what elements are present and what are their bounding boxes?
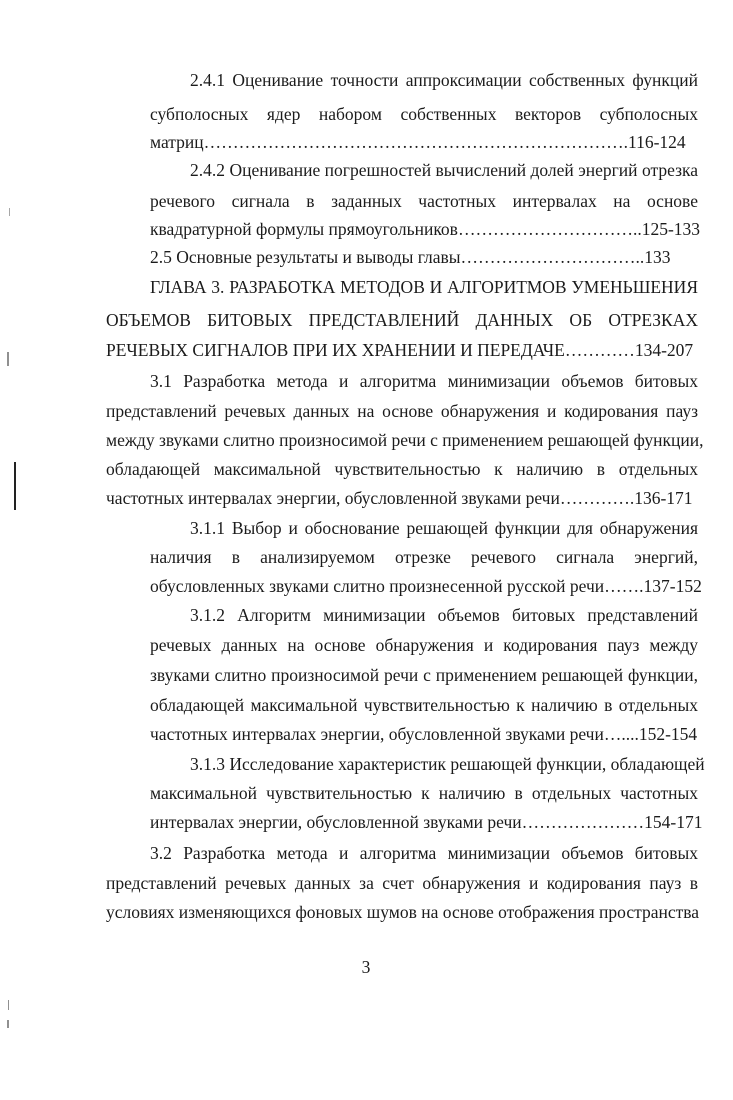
toc-chapter-3-line-3: РЕЧЕВЫХ СИГНАЛОВ ПРИ ИХ ХРАНЕНИИ И ПЕРЕДАЧЕ…………134-207	[106, 340, 694, 360]
toc-entry-3-1-2-line-2: речевых данных на основе обнаружения и кодирования пауз между	[150, 635, 698, 655]
toc-entry-3-2-line-3: условиях изменяющихся фоновых шумов на основе отображения пространства	[106, 902, 700, 922]
toc-entry-3-1-1-line-3: обусловленных звуками слитно произнесенной русской речи…….137-152	[150, 576, 702, 596]
scan-mark-dot	[7, 1020, 9, 1028]
scan-mark-dot	[9, 208, 10, 216]
page-number: 3	[361, 957, 371, 977]
toc-entry-3-1-2-line-5: частотных интервалах энергии, обусловленной звуками речи…....152-154	[150, 724, 698, 744]
toc-entry-3-2-line-1: 3.2 Разработка метода и алгоритма минимизации объемов битовых	[150, 843, 698, 863]
scan-mark-dot	[7, 352, 9, 366]
toc-entry-2-4-2-line-2: речевого сигнала в заданных частотных интервалах на основе	[150, 191, 698, 211]
toc-entry-2-4-1-line-3: матриц……………………………………………………………….116-124	[150, 132, 686, 152]
toc-entry-3-1-line-1: 3.1 Разработка метода и алгоритма минимизации объемов битовых	[150, 371, 698, 391]
toc-entry-3-2-line-2: представлений речевых данных за счет обнаружения и кодирования пауз в	[106, 873, 698, 893]
scan-mark-binding-line	[14, 462, 16, 510]
toc-entry-2-4-2-line-3: квадратурной формулы прямоугольников…………………………..125-133	[150, 219, 701, 239]
toc-entry-3-1-2-line-3: звуками слитно произносимой речи с применением решающей функции,	[150, 665, 698, 685]
toc-entry-3-1-2-line-1: 3.1.2 Алгоритм минимизации объемов битовых представлений	[190, 605, 698, 625]
toc-entry-3-1-line-2: представлений речевых данных на основе обнаружения и кодирования пауз	[106, 401, 698, 421]
toc-chapter-3-line-1: ГЛАВА 3. РАЗРАБОТКА МЕТОДОВ И АЛГОРИТМОВ УМЕНЬШЕНИЯ	[150, 277, 698, 297]
toc-entry-3-1-3-line-1: 3.1.3 Исследование характеристик решающей функции, обладающей	[190, 754, 705, 774]
toc-entry-3-1-line-3: между звуками слитно произносимой речи с применением решающей функции,	[106, 430, 704, 450]
toc-entry-2-5: 2.5 Основные результаты и выводы главы…………………………..133	[150, 247, 671, 267]
scan-mark-dot	[8, 1000, 9, 1010]
toc-entry-2-4-2-line-1: 2.4.2 Оценивание погрешностей вычислений долей энергий отрезка	[190, 160, 698, 180]
toc-entry-2-4-1-line-2: субполосных ядер набором собственных векторов субполосных	[150, 104, 698, 124]
toc-entry-3-1-2-line-4: обладающей максимальной чувствительностью к наличию в отдельных	[150, 695, 698, 715]
toc-chapter-3-line-2: ОБЪЕМОВ БИТОВЫХ ПРЕДСТАВЛЕНИЙ ДАННЫХ ОБ ОТРЕЗКАХ	[106, 310, 698, 330]
toc-entry-3-1-1-line-2: наличия в анализируемом отрезке речевого сигнала энергий,	[150, 547, 698, 567]
toc-entry-2-4-1-line-1: 2.4.1 Оценивание точности аппроксимации собственных функций	[190, 70, 698, 90]
toc-entry-3-1-line-5: частотных интервалах энергии, обусловленной звуками речи………….136-171	[106, 488, 693, 508]
toc-entry-3-1-1-line-1: 3.1.1 Выбор и обоснование решающей функции для обнаружения	[190, 518, 698, 538]
toc-entry-3-1-3-line-3: интервалах энергии, обусловленной звуками речи…………………154-171	[150, 812, 703, 832]
toc-entry-3-1-line-4: обладающей максимальной чувствительностью к наличию в отдельных	[106, 459, 698, 479]
toc-entry-3-1-3-line-2: максимальной чувствительностью к наличию в отдельных частотных	[150, 783, 698, 803]
